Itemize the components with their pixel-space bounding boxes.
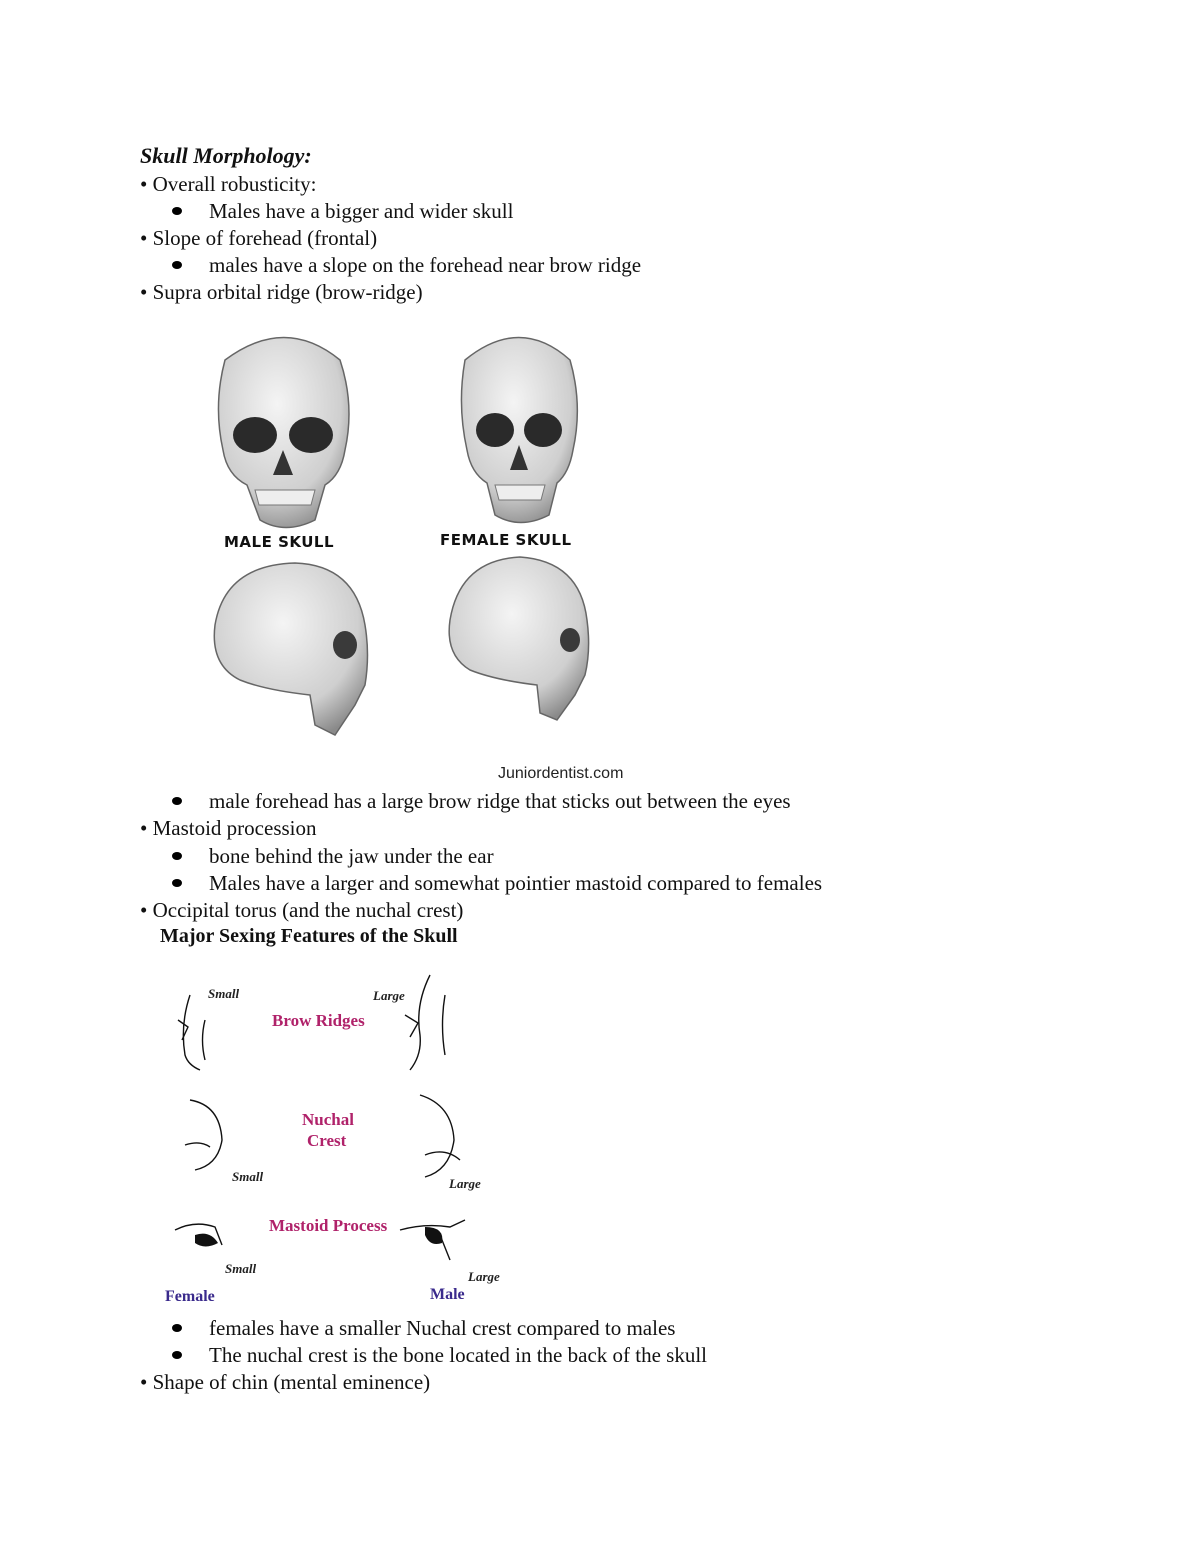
label-mastoid-process: Mastoid Process — [269, 1216, 388, 1235]
list-item: • Slope of forehead (frontal) — [140, 226, 378, 250]
list-item: females have a smaller Nuchal crest compared to males — [172, 1315, 675, 1341]
list-item: male forehead has a large brow ridge that sticks out between the eyes — [172, 788, 791, 814]
bullet-icon — [172, 797, 182, 805]
list-item: The nuchal crest is the bone located in the back of the skull — [172, 1342, 707, 1368]
label-large-brow: Large — [373, 988, 405, 1003]
list-item: • Mastoid procession — [140, 816, 317, 840]
list-item: • Shape of chin (mental eminence) — [140, 1370, 431, 1394]
label-large-mastoid: Large — [468, 1269, 500, 1284]
label-female: Female — [165, 1288, 215, 1305]
label-nuchal: Nuchal — [302, 1110, 354, 1129]
female-skull-label: FEMALE SKULL — [440, 531, 572, 549]
label-small-nuchal: Small — [232, 1169, 264, 1184]
male-skull-front — [218, 338, 349, 528]
bullet-icon — [172, 207, 182, 215]
list-item: • Overall robusticity: — [140, 172, 317, 196]
bullet-icon — [172, 1324, 182, 1332]
bullet-icon — [172, 879, 182, 887]
image-credit: Juniordentist.com — [498, 765, 624, 782]
list-item: • Supra orbital ridge (brow-ridge) — [140, 280, 423, 304]
label-small-mastoid: Small — [225, 1261, 257, 1276]
label-male: Male — [430, 1286, 465, 1303]
female-skull-front — [461, 338, 577, 523]
label-large-nuchal: Large — [449, 1176, 481, 1191]
female-skull-side — [449, 557, 588, 720]
label-crest: Crest — [307, 1131, 347, 1150]
bullet-icon — [172, 1351, 182, 1359]
list-item: bone behind the jaw under the ear — [172, 843, 494, 869]
list-item: Males have a larger and somewhat pointier mastoid compared to females — [172, 870, 822, 896]
bullet-icon — [172, 852, 182, 860]
list-item: Males have a bigger and wider skull — [172, 198, 513, 224]
figure-title: Major Sexing Features of the Skull — [160, 925, 458, 947]
page-heading: Skull Morphology: — [140, 143, 312, 168]
label-brow-ridges: Brow Ridges — [272, 1011, 365, 1030]
list-item: • Occipital torus (and the nuchal crest) — [140, 898, 464, 922]
list-item: males have a slope on the forehead near brow ridge — [172, 252, 641, 278]
label-small-brow: Small — [208, 986, 240, 1001]
male-skull-side — [214, 563, 367, 735]
bullet-icon — [172, 261, 182, 269]
male-skull-label: MALE SKULL — [224, 533, 335, 551]
